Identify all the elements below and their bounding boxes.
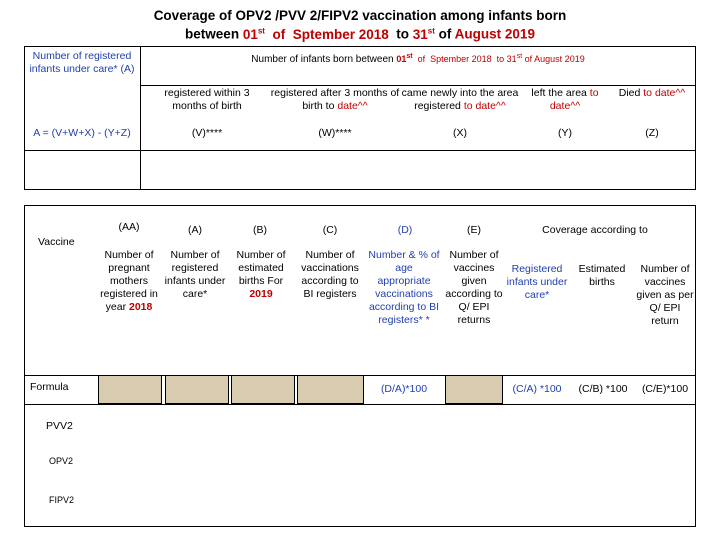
vaccine-fipv2: FIPV2 [49,495,75,505]
born-between-dates: 01st of Sptember 2018 to 31st of August 2019 [396,53,585,64]
subtitle-month: August 2019 [454,26,535,42]
shaded-cell-b [231,375,295,404]
col-aa-desc: Number of pregnant mothers registered in year 2018 [100,249,158,313]
subtitle-part-2: to [388,26,413,42]
subtitle-date-start: 01st of Sptember 2018 [242,26,389,42]
vaccine-label: Vaccine [38,236,75,248]
col-c-desc: Number of vaccinations according to BI registers [301,249,359,300]
divider [140,46,141,190]
col-aa-code: (AA) [118,221,140,233]
page-title: Coverage of OPV2 /PVV 2/FIPV2 vaccination among infants born [153,8,567,23]
col-d-desc: Number & % of age appropriate vaccinations according to BI registers* * [368,249,440,326]
col-z-code: (Z) [645,127,659,139]
formula-label: Formula [30,381,69,393]
col-x-code: (X) [453,127,467,139]
formula-registered: (C/A) *100 [512,383,562,395]
col-z-header: Died to date^^ [618,87,686,99]
col-e-desc: Number of vaccines given according to Q/ EPI returns [445,249,503,326]
shaded-cell-aa [98,375,162,404]
formula-epi: (C/E)*100 [641,383,689,395]
col-b-code: (B) [253,224,267,236]
divider [140,85,696,86]
page-subtitle [0,26,720,42]
coverage-estimated: Estimated births [578,263,626,288]
shaded-cell-e [445,375,503,404]
vaccine-pvv2: PVV2 [46,420,73,432]
vaccine-opv2: OPV2 [49,456,74,466]
col-a-code: (A) [188,224,202,236]
formula-estimated: (C/B) *100 [578,383,628,395]
col-c-code: (C) [322,224,338,236]
formula-d: (D/A)*100 [380,383,428,395]
subtitle-part-1: between [185,26,243,42]
coverage-header: Coverage according to [542,224,648,236]
col-a-desc: Number of registered infants under care* [164,249,226,300]
col-d-code: (D) [397,224,413,236]
born-between-prefix: Number of infants born between [251,54,397,65]
subtitle-part-3: of [434,26,455,42]
born-between-header [140,50,696,66]
col-y-header: left the area to date^^ [531,87,599,112]
divider [24,150,696,151]
subtitle-date-end: 31st [412,26,435,42]
registered-infants-label: Number of registered infants under care* (A) [29,50,135,75]
col-b-desc: Number of estimated births For 2019 [236,249,286,300]
col-w-header: registered after 3 months of birth to date^^ [270,87,400,112]
col-v-code: (V)**** [191,127,223,139]
col-w-code: (W)**** [318,127,352,139]
coverage-epi: Number of vaccines given as per Q/ EPI return [636,263,694,327]
col-y-code: (Y) [558,127,572,139]
coverage-registered: Registered infants under care* [506,263,568,301]
formula-a: A = (V+W+X) - (Y+Z) [33,127,131,139]
col-v-header: registered within 3 months of birth [164,87,250,112]
col-x-header: came newly into the area registered to date^^ [401,87,519,112]
shaded-cell-c [297,375,364,404]
shaded-cell-a [165,375,229,404]
divider [24,404,696,405]
col-e-code: (E) [467,224,481,236]
